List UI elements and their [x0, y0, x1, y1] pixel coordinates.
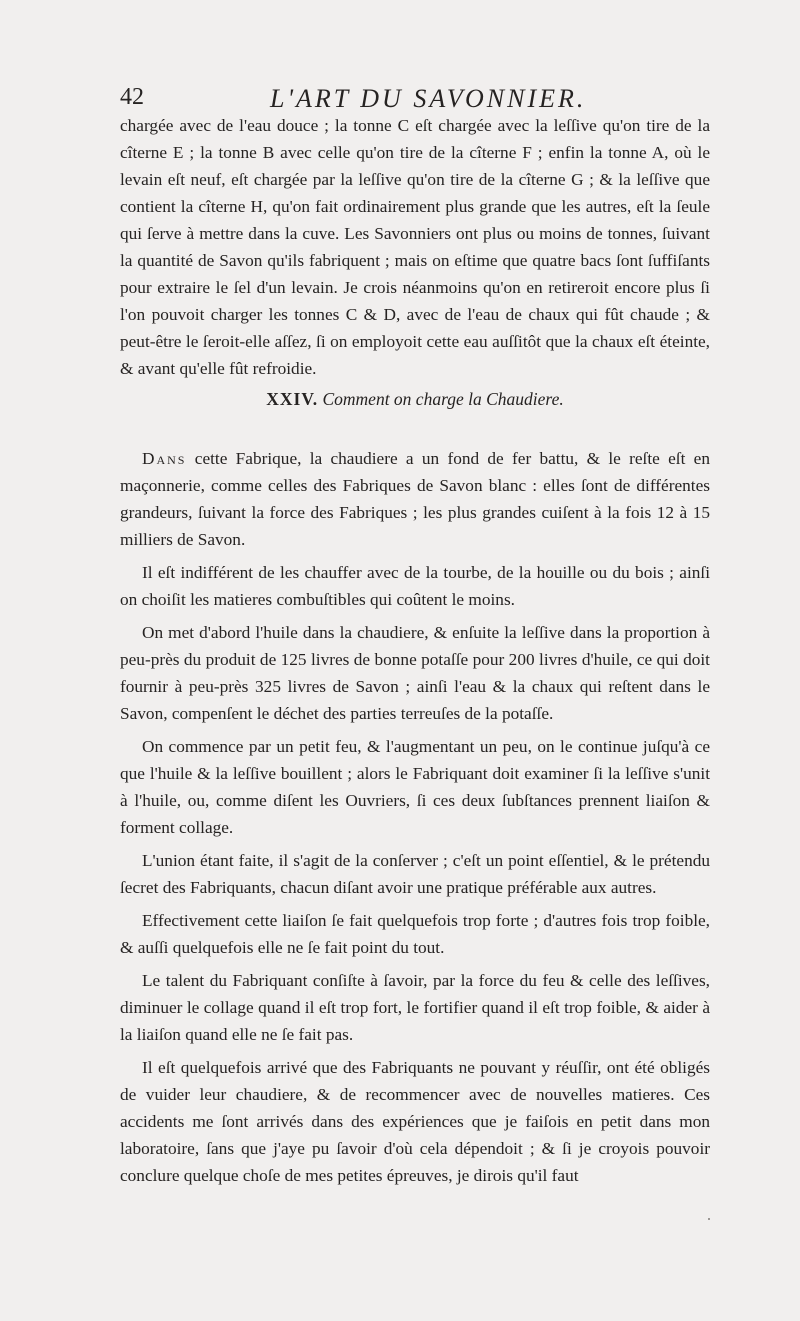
section-number: XXIV.: [266, 389, 319, 409]
paragraph: Le talent du Fabriquant conſiſte à ſavoir, par la force du feu & celle des leſſives, diminuer le collage quand il eſt trop fort, le fortifier quand il eſt trop foible, & aider à la liaiſon quand elle ne ſe fait pas.: [120, 971, 710, 1044]
paragraph: Effectivement cette liaiſon ſe fait quelquefois trop forte ; d'autres fois trop foible, & auſſi quelquefois elle ne ſe fait point du tout.: [120, 911, 710, 957]
paragraph-continued: chargée avec de l'eau douce ; la tonne C eſt chargée avec la leſſive qu'on tire de la cîterne E ; la tonne B avec celle qu'on tire de la cîterne F ; enfin la tonne A, où le levain eſt neuf, eſt chargée par la leſſive qu'on tire de la cîterne G ; & la leſſive que contient la cîterne H, qu'on fait ordinairement plus grande que les autres, eſt la ſeule qui ſerve à mettre dans la cuve. Les Savonniers ont plus ou moins de tonnes, ſuivant la quantité de Savon qu'ils fabriquent ; mais on eſtime que quatre bacs ſont ſuffiſants pour extraire le ſel d'un levain. Je crois néanmoins qu'on en retireroit encore plus ſi l'on pouvoit charger les tonnes C & D, avec de l'eau de chaux qui fût chaude ; & peut-être le ſeroit-elle aſſez, ſi on employoit cette eau auſſitôt que la chaux eſt éteinte, & avant qu'elle fût refroidie.: [120, 116, 710, 378]
paragraph: On commence par un petit feu, & l'augmentant un peu, on le continue juſqu'à ce que l'huile & la leſſive bouillent ; alors le Fabriquant doit examiner ſi la leſſive s'unit à l'huile, ou, comme diſent les Ouvriers, ſi ces deux ſubſtances prennent liaiſon & forment collage.: [120, 737, 710, 837]
margin-speck: [708, 1218, 710, 1220]
initial-word: Dans: [142, 449, 187, 468]
paragraph: Il eſt indifférent de les chauffer avec de la tourbe, de la houille ou du bois ; ainſi on choiſit les matieres combuſtibles qui coûtent le moins.: [120, 563, 710, 609]
paragraph-text: cette Fabrique, la chaudiere a un fond de fer battu, & le reſte eſt en maçonnerie, comme celles des Fabriques de Savon blanc : elles ſont de différentes grandeurs, ſuivant la force des Fabriques ; les plus grandes cuiſent à la fois 12 à 15 milliers de Savon.: [120, 449, 710, 549]
running-head: L'ART DU SAVONNIER.: [270, 84, 587, 113]
paragraph: [120, 445, 710, 553]
body-text: [120, 112, 710, 1189]
page-number: 42: [120, 84, 144, 110]
paragraph: L'union étant faite, il s'agit de la conſerver ; c'eſt un point eſſentiel, & le prétendu ſecret des Fabriquants, chacun diſant avoir une pratique préférable aux autres.: [120, 851, 710, 897]
paragraph: On met d'abord l'huile dans la chaudiere, & enſuite la leſſive dans la proportion à peu-près du produit de 125 livres de bonne potaſſe pour 200 livres d'huile, ce qui doit fournir à peu-près 325 livres de Savon ; ainſi l'eau & la chaux qui reſtent dans le Savon, compenſent le déchet des parties terreuſes de la potaſſe.: [120, 623, 710, 723]
paragraph: Il eſt quelquefois arrivé que des Fabriquants ne pouvant y réuſſir, ont été obligés de vuider leur chaudiere, & de recommencer avec de nouvelles matieres. Ces accidents me ſont arrivés dans des expériences que je faiſois en petit dans mon laboratoire, ſans que j'aye pu ſavoir d'où cela dépendoit ; & ſi je croyois pouvoir conclure quelque choſe de mes petites épreuves, je dirois qu'il faut: [120, 1058, 710, 1185]
section-title: Comment on charge la Chaudiere.: [322, 389, 564, 409]
section-heading: [120, 386, 710, 413]
